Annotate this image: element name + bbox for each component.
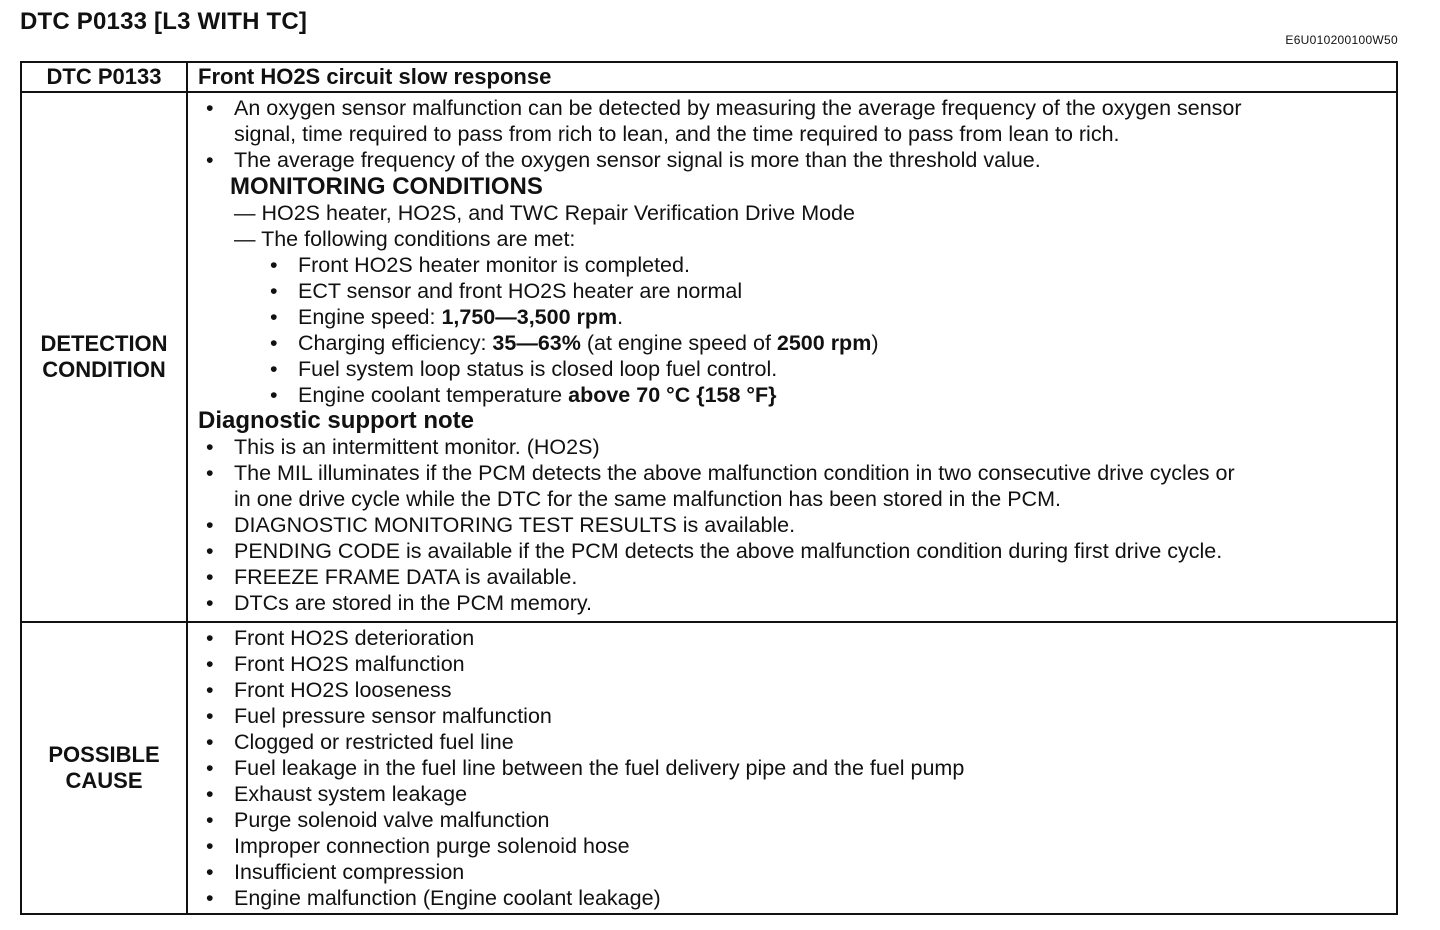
page-title: DTC P0133 [L3 WITH TC]	[20, 8, 308, 35]
list-item: • Fuel leakage in the fuel line between the fuel delivery pipe and the fuel pump	[198, 755, 1396, 781]
condition-text: Charging efficiency:	[298, 331, 493, 355]
detection-label-line1: DETECTION	[40, 331, 168, 356]
condition-text: )	[871, 331, 879, 355]
list-item: • DTCs are stored in the PCM memory.	[198, 590, 1396, 616]
condition-text: Engine speed:	[298, 305, 442, 329]
list-item: • Insufficient compression	[198, 859, 1396, 885]
list-item: • DIAGNOSTIC MONITORING TEST RESULTS is available.	[198, 512, 1396, 538]
dtc-code-cell: DTC P0133	[21, 62, 187, 92]
drive-mode-line: — HO2S heater, HO2S, and TWC Repair Verification Drive Mode	[234, 201, 855, 225]
list-item: • Engine malfunction (Engine coolant leakage)	[198, 885, 1396, 911]
detection-label-line2: CONDITION	[42, 357, 166, 382]
list-item: • The average frequency of the oxygen sensor signal is more than the threshold value.	[198, 147, 1396, 173]
condition-value: 35—63%	[492, 331, 581, 355]
condition-item: • ECT sensor and front HO2S heater are normal	[198, 278, 1396, 304]
list-item: • Purge solenoid valve malfunction	[198, 807, 1396, 833]
cause-label-line2: CAUSE	[65, 768, 143, 793]
list-item: • An oxygen sensor malfunction can be detected by measuring the average frequency of the oxygen sensor	[198, 95, 1396, 121]
list-item: • Front HO2S malfunction	[198, 651, 1396, 677]
condition-text: (at engine speed of	[580, 331, 777, 355]
condition-text: .	[617, 305, 624, 329]
monitoring-conditions-heading: MONITORING CONDITIONS	[230, 173, 543, 200]
list-item: • Fuel pressure sensor malfunction	[198, 703, 1396, 729]
list-item: • This is an intermittent monitor. (HO2S)	[198, 434, 1396, 460]
condition-value: above 70 °C {158 °F}	[568, 383, 777, 407]
list-item: • PENDING CODE is available if the PCM detects the above malfunction condition during first drive cycle.	[198, 538, 1396, 564]
dtc-description-cell: Front HO2S circuit slow response	[187, 62, 1397, 92]
list-item-continuation: signal, time required to pass from rich to lean, and the time required to pass from lean to rich.	[234, 122, 1120, 146]
condition-item-coolant-temperature	[198, 382, 1396, 408]
detection-condition-row	[21, 92, 1397, 622]
table-header-row	[21, 62, 1397, 92]
list-item: • FREEZE FRAME DATA is available.	[198, 564, 1396, 590]
condition-text: Engine coolant temperature	[298, 383, 569, 407]
list-item: • Front HO2S looseness	[198, 677, 1396, 703]
possible-cause-content	[187, 622, 1397, 914]
condition-item-charging-efficiency	[198, 330, 1396, 356]
list-item-continuation: in one drive cycle while the DTC for the same malfunction has been stored in the PCM.	[234, 487, 1061, 511]
list-item: • Front HO2S deterioration	[198, 625, 1396, 651]
possible-cause-row	[21, 622, 1397, 914]
condition-item: • Fuel system loop status is closed loop fuel control.	[198, 356, 1396, 382]
dtc-table	[20, 61, 1398, 915]
list-item: • Clogged or restricted fuel line	[198, 729, 1396, 755]
condition-value: 2500 rpm	[776, 331, 872, 355]
list-item: • Exhaust system leakage	[198, 781, 1396, 807]
list-item: • The MIL illuminates if the PCM detects the above malfunction condition in two consecutive drive cycles or	[198, 460, 1396, 486]
condition-item: • Front HO2S heater monitor is completed.	[198, 252, 1396, 278]
document-code: E6U010200100W50	[1285, 33, 1398, 47]
diagnostic-support-heading: Diagnostic support note	[198, 407, 474, 434]
condition-value: 1,750—3,500 rpm	[441, 305, 618, 329]
condition-item-engine-speed	[198, 304, 1396, 330]
conditions-intro-line: — The following conditions are met:	[234, 227, 576, 251]
detection-condition-label	[21, 92, 187, 622]
cause-label-line1: POSSIBLE	[48, 742, 160, 767]
detection-condition-content	[187, 92, 1397, 622]
list-item: • Improper connection purge solenoid hose	[198, 833, 1396, 859]
possible-cause-label	[21, 622, 187, 914]
